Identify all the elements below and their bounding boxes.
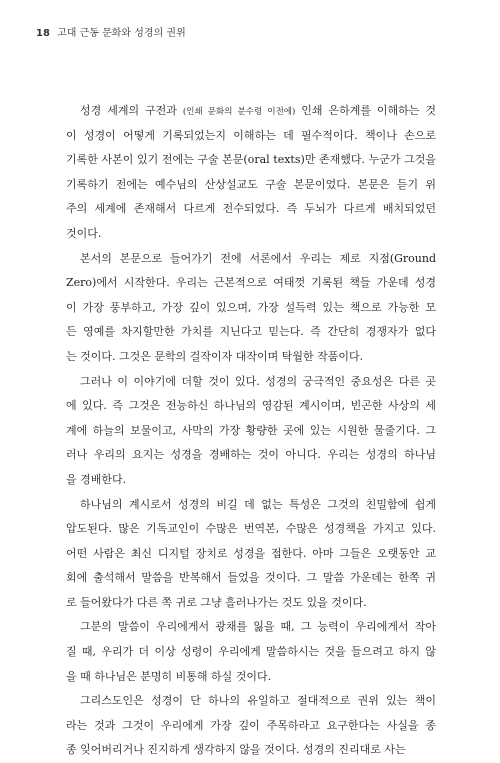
paragraph [66, 370, 436, 493]
text-segment: 을 때 하나님은 분명히 비통해 하실 것이다. [66, 669, 272, 683]
text-segment: 성경 세계의 구전과 [80, 104, 183, 117]
text-line [66, 640, 436, 665]
text-line [66, 517, 436, 542]
paragraph [66, 99, 436, 247]
text-line [66, 394, 436, 419]
text-line [66, 99, 436, 124]
running-title: 고대 근동 문화와 성경의 권위 [57, 28, 186, 39]
text-line [66, 222, 436, 247]
text-segment: 이 가장 풍부하고, 가장 깊이 있으며, 가장 설득력 있는 책으로 가능한 모 [66, 300, 436, 314]
paragraph [66, 247, 436, 370]
body-text [66, 99, 436, 763]
text-segment: 어떤 사람은 최신 디지털 장치로 성경을 접한다. 아마 그들은 오랫동안 교 [66, 546, 436, 560]
text-segment: 하나님의 계시로서 성경의 비길 데 없는 특성은 그것의 친밀함에 쉽게 [80, 497, 436, 511]
text-segment: 압도된다. 많은 기독교인이 수많은 번역본, 수많은 성경책을 가지고 있다. [66, 522, 436, 536]
text-line [66, 320, 436, 345]
text-line [66, 370, 436, 395]
text-segment: Zero)에서 시작한다. 우리는 근본적으로 여태껏 기록된 책들 가운데 성경 [66, 276, 436, 290]
text-line [66, 493, 436, 518]
text-segment: 러나 우리의 요지는 성경을 경배하는 것이 아니다. 우리는 성경의 하나님 [66, 448, 436, 462]
text-line [66, 173, 436, 198]
paragraph [66, 689, 436, 763]
text-segment: 본서의 본문으로 들어가기 전에 서론에서 우리는 제로 지점(Ground [80, 251, 436, 265]
text-line [66, 542, 436, 567]
text-segment: 기록하기 전에는 예수님의 산상설교도 구술 본문이었다. 본문은 듣기 위 [66, 177, 436, 191]
text-segment: 것이다. [66, 226, 102, 240]
text-line [66, 689, 436, 714]
text-segment: 든 영예를 차지할만한 가치를 지닌다고 믿는다. 즉 간단히 경쟁자가 없다 [66, 325, 436, 339]
text-line [66, 738, 436, 763]
text-line [66, 197, 436, 222]
text-segment: 계에 하늘의 보물이고, 사막의 가장 황량한 곳에 있는 시원한 물줄기다. 그 [66, 423, 436, 437]
text-segment: 을 경배한다. [66, 472, 127, 486]
text-segment: 에 있다. 즉 그것은 전능하신 하나님의 영감된 계시이며, 빈곤한 사상의 세 [66, 399, 436, 413]
text-line [66, 443, 436, 468]
text-segment: 그러나 이 이야기에 더할 것이 있다. 성경의 궁극적인 중요성은 다른 곳 [80, 374, 436, 388]
page-number: 18 [36, 28, 50, 39]
text-segment: 이 성경이 어떻게 기록되었는지 이해하는 데 필수적이다. 책이나 손으로 [66, 128, 436, 142]
text-line [66, 615, 436, 640]
text-segment: 회에 출석해서 말씀을 반복해서 들었을 것이다. 그 말씀 가운데는 한쪽 귀 [66, 571, 436, 585]
running-header [36, 24, 186, 39]
text-segment: 라는 것과 그것이 우리에게 가장 깊이 주목하라고 요구한다는 사실을 종 [66, 718, 436, 732]
text-segment: 종 잊어버리거나 진지하게 생각하지 않을 것이다. 성경의 진리대로 사는 [66, 743, 406, 757]
text-line [66, 665, 436, 690]
text-line [66, 714, 436, 739]
text-line [66, 345, 436, 370]
paragraph [66, 615, 436, 689]
text-line [66, 468, 436, 493]
text-line [66, 566, 436, 591]
text-segment: 주의 세계에 존재해서 다르게 전수되었다. 즉 두뇌가 다르게 배치되었던 [66, 202, 436, 216]
text-segment: 기록한 사본이 있기 전에는 구술 본문(oral texts)만 존재했다. 누군가 그것을 [66, 153, 436, 167]
text-line [66, 247, 436, 272]
paragraph [66, 493, 436, 616]
text-segment: 로 들어왔다가 다른 쪽 귀로 그냥 흘러나가는 것도 있을 것이다. [66, 595, 367, 609]
text-line [66, 296, 436, 321]
text-segment: 그분의 말씀이 우리에게서 광채를 잃을 때, 그 능력이 우리에게서 작아 [80, 620, 436, 634]
text-segment: 그리스도인은 성경이 단 하나의 유일하고 절대적으로 권위 있는 책이 [80, 694, 436, 708]
text-segment: 인쇄 은하계를 이해하는 것 [295, 104, 436, 117]
text-line [66, 124, 436, 149]
text-line [66, 419, 436, 444]
text-line [66, 271, 436, 296]
text-line [66, 591, 436, 616]
text-segment: (인쇄 문화의 분수령 이전에) [182, 107, 296, 117]
text-line [66, 148, 436, 173]
text-segment: 는 것이다. 그것은 문학의 걸작이자 대작이며 탁월한 작품이다. [66, 349, 364, 363]
text-segment: 질 때, 우리가 더 이상 성령이 우리에게 말씀하시는 것을 들으려고 하지 않 [66, 645, 436, 659]
